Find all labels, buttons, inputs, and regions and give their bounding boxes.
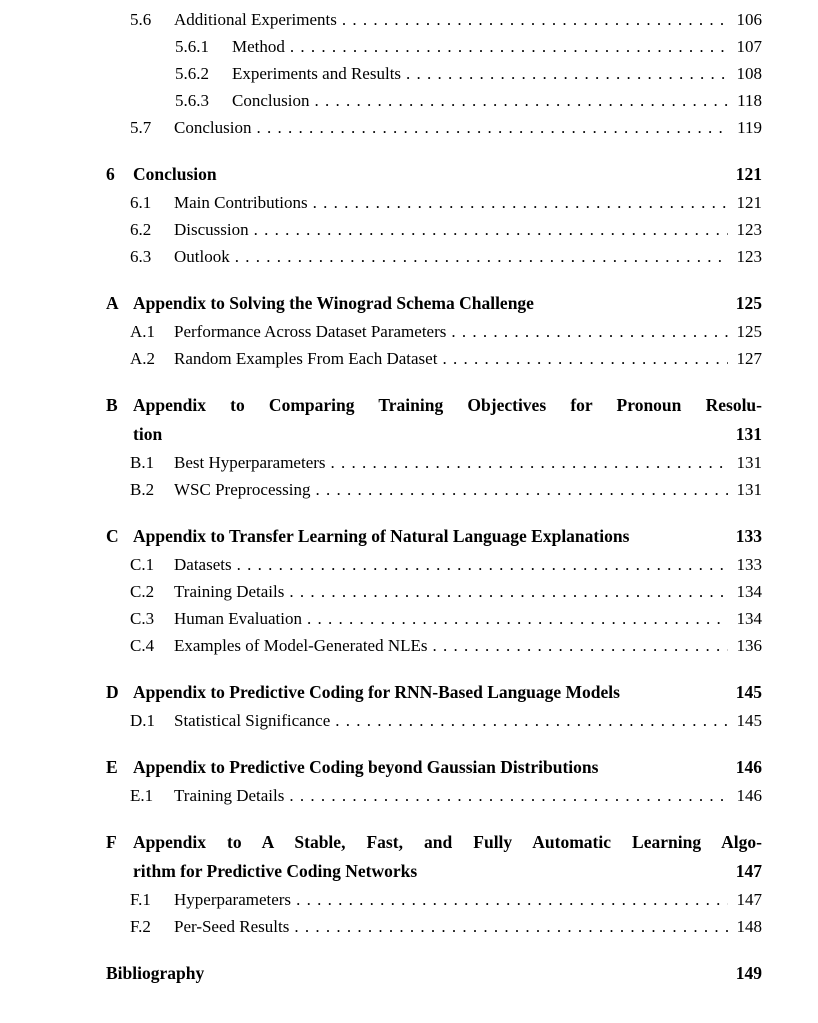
toc-entry-number: A.2 [130, 349, 156, 368]
toc-entry-title: Additional Experiments [174, 10, 337, 29]
toc-entry-title: Best Hyperparameters [174, 453, 326, 472]
toc-entry-line-continued [133, 420, 762, 449]
toc-entry-line [106, 753, 762, 782]
toc-entry-title: Performance Across Dataset Parameters [174, 322, 447, 341]
toc-entry-line [130, 605, 762, 632]
toc-entry-page-number: 119 [737, 118, 762, 137]
toc-entry-title: Appendix to Transfer Learning of Natural Language Explanations [133, 526, 630, 546]
toc-entry-title-continued: rithm for Predictive Coding Networks [133, 861, 418, 881]
toc-entry-title: Hyperparameters [174, 890, 292, 909]
dot-leader [256, 114, 728, 141]
toc-entry-line [130, 551, 762, 578]
toc-entry-line [106, 160, 762, 189]
toc-entry-title: Outlook [174, 247, 230, 266]
toc-entry-page-number: 134 [736, 609, 762, 628]
toc-entry-e [106, 753, 762, 782]
toc-entry-page-number: 125 [735, 293, 762, 313]
toc-entry-title: Main Contributions [174, 193, 308, 212]
toc-entry-b-2 [130, 476, 762, 503]
toc-entry-number: C.4 [130, 636, 155, 655]
dot-leader [294, 913, 728, 940]
toc-entry-number: 6.1 [130, 193, 152, 212]
toc-entry-e-1 [130, 782, 762, 809]
toc-entry-line [130, 318, 762, 345]
toc-entry-bibliography [106, 959, 762, 988]
toc-entry-6-3 [130, 243, 762, 270]
toc-entry-title: Method [232, 37, 285, 56]
toc-entry-title-continued: tion [133, 424, 163, 444]
dot-leader [296, 886, 728, 913]
dot-leader [290, 33, 728, 60]
table-of-contents [106, 6, 762, 988]
toc-entry-title: Bibliography [106, 963, 205, 983]
toc-entry-a-1 [130, 318, 762, 345]
toc-entry-line-continued [133, 857, 762, 886]
dot-leader [313, 189, 728, 216]
toc-entry-page-number: 133 [735, 526, 762, 546]
dot-leader [406, 60, 728, 87]
toc-entry-page-number: 107 [736, 37, 762, 56]
dot-leader [335, 707, 728, 734]
toc-entry-number: 5.6.2 [175, 64, 209, 83]
toc-entry-page-number: 121 [736, 193, 762, 212]
toc-entry-page-number: 147 [735, 861, 762, 881]
toc-entry-c-1 [130, 551, 762, 578]
toc-entry-number: 5.6.3 [175, 91, 209, 110]
dot-leader [289, 782, 728, 809]
toc-entry-title: Examples of Model-Generated NLEs [174, 636, 428, 655]
toc-entry-title: Human Evaluation [174, 609, 302, 628]
toc-entry-number: F [106, 832, 117, 852]
toc-entry-line [130, 114, 762, 141]
toc-entry-line [130, 6, 762, 33]
toc-entry-page-number: 131 [735, 424, 762, 444]
toc-entry-line [106, 828, 762, 857]
toc-entry-number: 5.7 [130, 118, 152, 137]
toc-entry-title: Appendix to A Stable, Fast, and Fully Automatic Learning Algo- [133, 832, 762, 852]
toc-entry-number: B.1 [130, 453, 155, 472]
toc-entry-line [130, 782, 762, 809]
toc-entry-c-3 [130, 605, 762, 632]
toc-entry-number: B.2 [130, 480, 155, 499]
toc-entry-line [175, 60, 762, 87]
toc-entry-c-2 [130, 578, 762, 605]
toc-entry-page-number: 108 [736, 64, 762, 83]
toc-entry-f-1 [130, 886, 762, 913]
dot-leader [314, 87, 728, 114]
toc-entry-title: Training Details [174, 786, 285, 805]
toc-entry-line [106, 678, 762, 707]
toc-entry-a-2 [130, 345, 762, 372]
toc-entry-line [106, 391, 762, 420]
toc-entry-title: Training Details [174, 582, 285, 601]
toc-entry-line [106, 959, 762, 988]
toc-entry-line [106, 522, 762, 551]
toc-entry-line [130, 632, 762, 659]
dot-leader [254, 216, 728, 243]
toc-entry-number: B [106, 395, 118, 415]
toc-entry-number: C.1 [130, 555, 155, 574]
toc-entry-page-number: 149 [735, 963, 762, 983]
dot-leader [237, 551, 728, 578]
toc-entry-5-6-1 [175, 33, 762, 60]
toc-entry-number: 6.3 [130, 247, 152, 266]
toc-entry-page-number: 146 [735, 757, 762, 777]
toc-entry-number: D.1 [130, 711, 156, 730]
toc-entry-title: Experiments and Results [232, 64, 402, 83]
toc-entry-number: E [106, 757, 118, 777]
dot-leader [331, 449, 728, 476]
toc-entry-f [106, 828, 762, 886]
toc-entry-c [106, 522, 762, 551]
dot-leader [442, 345, 728, 372]
toc-entry-title: Appendix to Predictive Coding for RNN-Based Language Models [133, 682, 620, 702]
dot-leader [433, 632, 729, 659]
toc-entry-line [130, 243, 762, 270]
toc-entry-page-number: 133 [736, 555, 762, 574]
toc-entry-number: C [106, 526, 119, 546]
toc-entry-title: Appendix to Solving the Winograd Schema Challenge [133, 293, 534, 313]
toc-entry-5-6-3 [175, 87, 762, 114]
toc-entry-title: Discussion [174, 220, 249, 239]
toc-entry-page-number: 121 [735, 164, 762, 184]
toc-entry-title: Random Examples From Each Dataset [174, 349, 438, 368]
toc-entry-5-6 [130, 6, 762, 33]
toc-entry-number: 5.6 [130, 10, 152, 29]
toc-entry-number: F.1 [130, 890, 151, 909]
toc-entry-title: WSC Preprocessing [174, 480, 311, 499]
toc-entry-b-1 [130, 449, 762, 476]
toc-entry-5-6-2 [175, 60, 762, 87]
toc-entry-page-number: 134 [736, 582, 762, 601]
toc-entry-line [130, 449, 762, 476]
toc-entry-line [130, 189, 762, 216]
toc-entry-a [106, 289, 762, 318]
toc-entry-page-number: 131 [736, 453, 762, 472]
toc-entry-title: Statistical Significance [174, 711, 331, 730]
toc-entry-page-number: 136 [736, 636, 762, 655]
toc-entry-page-number: 123 [736, 247, 762, 266]
toc-entry-f-2 [130, 913, 762, 940]
toc-entry-c-4 [130, 632, 762, 659]
toc-entry-number: A.1 [130, 322, 156, 341]
toc-entry-page-number: 146 [736, 786, 762, 805]
toc-entry-title: Per-Seed Results [174, 917, 290, 936]
toc-entry-page-number: 147 [736, 890, 762, 909]
toc-entry-6-2 [130, 216, 762, 243]
toc-entry-line [106, 289, 762, 318]
toc-entry-page-number: 125 [736, 322, 762, 341]
toc-entry-title: Datasets [174, 555, 232, 574]
dot-leader [307, 605, 728, 632]
toc-entry-title: Appendix to Predictive Coding beyond Gaussian Distributions [133, 757, 599, 777]
toc-entry-line [130, 578, 762, 605]
toc-entry-line [130, 886, 762, 913]
toc-entry-line [130, 216, 762, 243]
toc-entry-title: Conclusion [133, 164, 217, 184]
toc-entry-line [175, 33, 762, 60]
toc-entry-line [175, 87, 762, 114]
toc-entry-page-number: 123 [736, 220, 762, 239]
toc-entry-title: Appendix to Comparing Training Objectives for Pronoun Resolu- [133, 395, 762, 415]
toc-entry-d [106, 678, 762, 707]
toc-entry-title: Conclusion [174, 118, 252, 137]
toc-entry-page-number: 148 [736, 917, 762, 936]
toc-entry-d-1 [130, 707, 762, 734]
toc-entry-line [130, 476, 762, 503]
dot-leader [342, 6, 728, 33]
dot-leader [315, 476, 728, 503]
toc-entry-page-number: 127 [736, 349, 762, 368]
toc-entry-5-7 [130, 114, 762, 141]
toc-entry-line [130, 345, 762, 372]
toc-entry-number: 5.6.1 [175, 37, 209, 56]
toc-entry-number: 6.2 [130, 220, 152, 239]
toc-entry-number: E.1 [130, 786, 154, 805]
toc-entry-6-1 [130, 189, 762, 216]
dot-leader [451, 318, 728, 345]
toc-entry-number: A [106, 293, 119, 313]
toc-entry-6 [106, 160, 762, 189]
toc-entry-number: F.2 [130, 917, 151, 936]
toc-entry-line [130, 913, 762, 940]
toc-entry-page-number: 106 [736, 10, 762, 29]
toc-entry-page-number: 131 [736, 480, 762, 499]
toc-entry-number: D [106, 682, 119, 702]
toc-entry-number: C.3 [130, 609, 155, 628]
toc-entry-b [106, 391, 762, 449]
toc-entry-number: 6 [106, 164, 115, 184]
toc-entry-line [130, 707, 762, 734]
toc-entry-page-number: 145 [736, 711, 762, 730]
toc-entry-page-number: 118 [737, 91, 762, 110]
toc-entry-number: C.2 [130, 582, 155, 601]
toc-entry-title: Conclusion [232, 91, 310, 110]
dot-leader [289, 578, 728, 605]
dot-leader [235, 243, 728, 270]
toc-entry-page-number: 145 [735, 682, 762, 702]
